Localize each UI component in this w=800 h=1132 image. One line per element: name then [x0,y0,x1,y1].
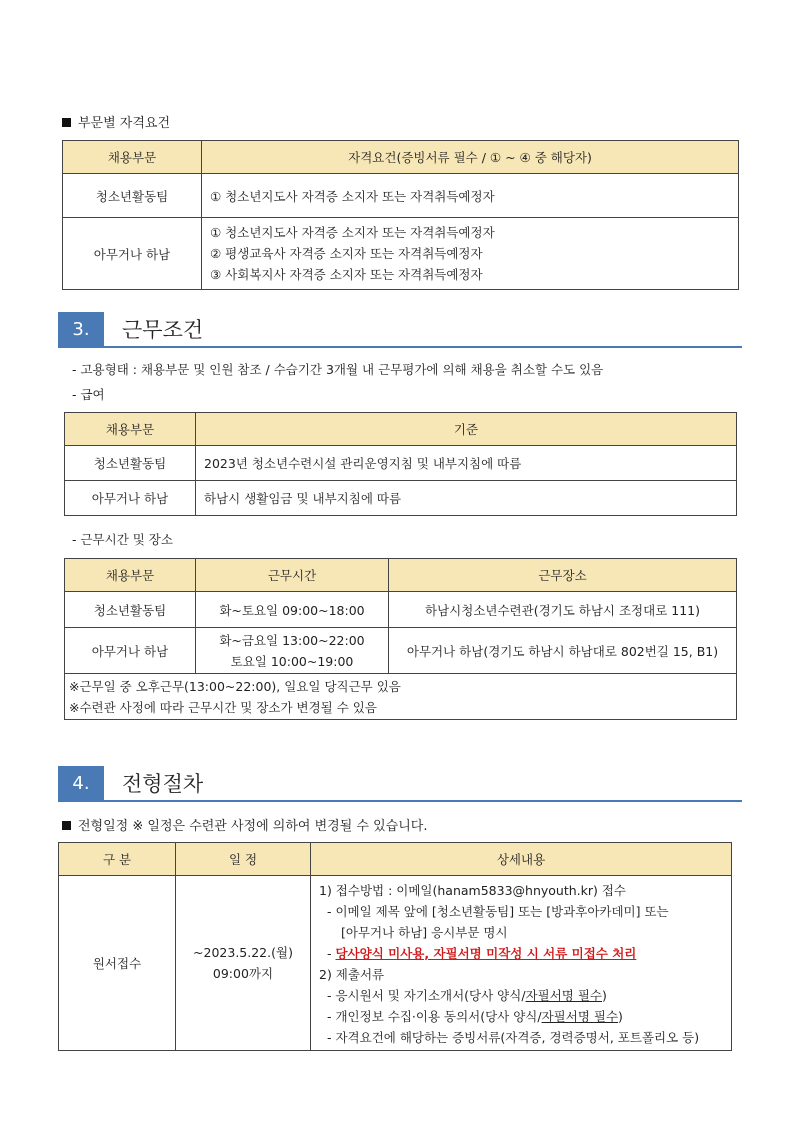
detail-line: 1) 접수방법 : 이메일(hanam5833@hnyouth.kr) 접수 [319,883,627,898]
dept-cell: 아무거나 하남 [63,218,202,290]
table-header-row [65,413,737,446]
table-header-row [65,559,737,592]
detail-line: - 당사양식 미사용, 자필서명 미작성 시 서류 미접수 처리 [327,946,637,961]
table-row [65,592,737,628]
section-title: 근무조건 [122,318,204,342]
table-row [65,628,737,674]
detail-line: - 응시원서 및 자기소개서(당사 양식/자필서명 필수) [327,988,607,1003]
section-header-4 [58,766,742,802]
section-rule [104,346,742,348]
table-row [65,674,737,720]
place-cell: 하남시청소년수련관(경기도 하남시 조정대로 111) [389,592,737,628]
pay-label: - 급여 [72,387,105,402]
header-cell: 채용부문 [65,413,196,446]
dept-cell: 청소년활동팀 [65,446,196,481]
header-cell: 근무장소 [389,559,737,592]
basis-cell: 하남시 생활임금 및 내부지침에 따름 [196,481,737,516]
section-rule [104,800,742,802]
detail-line: - 이메일 제목 앞에 [청소년활동팀] 또는 [방과후아카데미] 또는 [327,904,669,919]
place-cell: 아무거나 하남(경기도 하남시 하남대로 802번길 15, B1) [389,628,737,674]
section-number: 3. [58,312,104,348]
basis-cell: 2023년 청소년수련시설 관리운영지침 및 내부지침에 따름 [196,446,737,481]
hours-table [64,558,737,720]
square-bullet-icon [62,821,71,830]
time-cell: 화~토요일 09:00~18:00 [196,592,389,628]
table-row [59,876,732,1051]
schedule-table [58,842,732,1051]
section-title: 전형절차 [122,772,204,796]
qual-item: ③ 사회복지사 자격증 소지자 또는 자격취득예정자 [210,267,483,282]
header-cell: 채용부문 [65,559,196,592]
note-line: ※근무일 중 오후근무(13:00~22:00), 일요일 당직근무 있음 [69,678,401,694]
employment-type: - 고용형태 : 채용부문 및 인원 참조 / 수습기간 3개월 내 근무평가에 의해 채용을 취소할 수도 있음 [72,362,604,377]
note-line: ※수련관 사정에 따라 근무시간 및 장소가 변경될 수 있음 [69,699,377,715]
qual-cell [202,218,739,290]
dept-cell: 아무거나 하남 [65,481,196,516]
header-cell: 상세내용 [311,843,732,876]
qualification-heading: 부문별 자격요건 [62,112,170,131]
dept-cell: 청소년활동팀 [65,592,196,628]
date-cell [176,876,311,1051]
table-header-row [63,141,739,174]
detail-line: - 자격요건에 해당하는 증빙서류(자격증, 경력증명서, 포트폴리오 등) [327,1030,700,1045]
table-row [63,174,739,218]
pay-table [64,412,737,516]
detail-line: 2) 제출서류 [319,967,385,982]
table-row [65,481,737,516]
schedule-heading: 전형일정 ※ 일정은 수련관 사정에 의하여 변경될 수 있습니다. [62,815,427,834]
section-number: 4. [58,766,104,802]
detail-line: - 개인정보 수집·이용 동의서(당사 양식/자필서명 필수) [327,1009,623,1024]
header-cell: 일 정 [176,843,311,876]
qualification-table [62,140,739,290]
warning-text: 당사양식 미사용, 자필서명 미작성 시 서류 미접수 처리 [335,946,637,961]
time-line: 토요일 10:00~19:00 [230,653,354,669]
notes-cell [65,674,737,720]
header-cell: 채용부문 [63,141,202,174]
date-line: ~2023.5.22.(월) [193,945,293,960]
square-bullet-icon [62,118,71,127]
qual-item: ① 청소년지도사 자격증 소지자 또는 자격취득예정자 [210,225,495,240]
detail-line: [아무거나 하남] 응시부문 명시 [341,925,508,940]
time-line: 화~금요일 13:00~22:00 [219,632,365,648]
dept-cell: 청소년활동팀 [63,174,202,218]
dept-cell: 아무거나 하남 [65,628,196,674]
time-cell [196,628,389,674]
date-line: 09:00까지 [212,966,274,981]
details-cell [311,876,732,1051]
hours-label: - 근무시간 및 장소 [72,532,173,547]
stage-cell: 원서접수 [59,876,176,1051]
header-cell: 기준 [196,413,737,446]
table-row [63,218,739,290]
section-header-3 [58,312,742,348]
qual-item: ② 평생교육사 자격증 소지자 또는 자격취득예정자 [210,246,483,261]
qual-cell: ① 청소년지도사 자격증 소지자 또는 자격취득예정자 [202,174,739,218]
table-row [65,446,737,481]
header-cell: 근무시간 [196,559,389,592]
table-header-row [59,843,732,876]
header-cell: 자격요건(증빙서류 필수 / ① ~ ④ 중 해당자) [202,141,739,174]
header-cell: 구 분 [59,843,176,876]
